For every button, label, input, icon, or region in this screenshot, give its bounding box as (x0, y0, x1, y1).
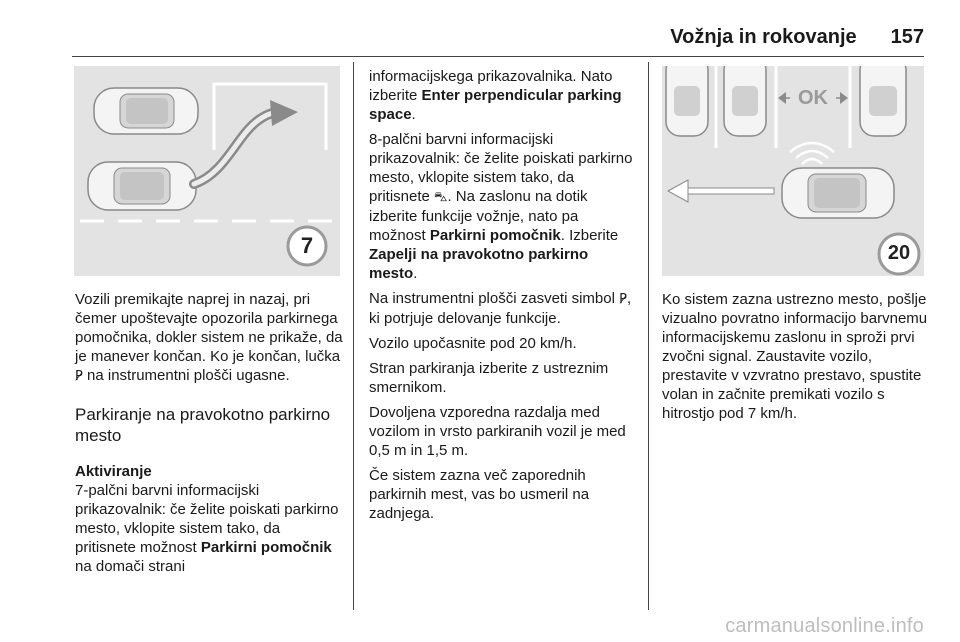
col2-paragraph-1: informacijskega prikazovalnika. Nato izberite Enter perpendicular parking space. (369, 68, 622, 123)
section-title: Vožnja in rokovanje (670, 26, 857, 48)
figure-7-illustration (74, 66, 340, 276)
column-1 (75, 290, 343, 582)
col2-paragraph-6: Dovoljena vzporedna razdalja med vozilom in vrsto parkiranih vozil je med 0,5 m in 1,5 m. (369, 404, 626, 459)
figure-20-banner: OK (798, 87, 828, 109)
parking-assist-icon: P̷ (619, 292, 627, 307)
col1-paragraph-2: 7-palčni barvni informacijski prikazovalnik: če želite poiskati parkirno mesto, vklopite sistem tako, da pritisnete možnost Parkirni pomočnik na domači strani (75, 482, 339, 575)
section-heading: Parkiranje na pravokotno parkirno mesto (75, 405, 331, 445)
col2-paragraph-5: Stran parkiranja izberite z ustreznim smernikom. (369, 360, 609, 396)
column-divider-2 (648, 62, 649, 610)
header-divider (72, 56, 924, 57)
col2-paragraph-2: 8-palčni barvni informacijski prikazovalnik: če želite poiskati parkirno mesto, vklopite sistem tako, da pritisnete ⛍. Na zaslonu na dotik izberite funkcije vožnje, nato pa možnost Parkirni pomočnik. Izberite Zapelji na pravokotno parkirno mesto. (369, 131, 633, 282)
figure-7-number: 7 (300, 233, 314, 258)
column-3 (662, 290, 928, 429)
col3-paragraph-1: Ko sistem zazna ustrezno mesto, pošlje vizualno povratno informacijo barvnemu informacijskemu zaslonu in sproži prvi zvočni signal. Zaustavite vozilo, prestavite v vzvratno prestavo, spustite volan in začnite premikati vozilo s hitrostjo pod 7 km/h. (662, 291, 928, 422)
column-divider-1 (353, 62, 354, 610)
figure-20-number: 20 (887, 242, 911, 264)
watermark: carmanualsonline.info (725, 615, 924, 637)
car-icon: ⛍ (434, 190, 448, 205)
col2-paragraph-4: Vozilo upočasnite pod 20 km/h. (369, 335, 577, 352)
parking-assist-icon: P̷ (75, 369, 83, 384)
figure-20-illustration (662, 66, 924, 276)
page-number: 157 (890, 26, 924, 48)
col2-paragraph-3: Na instrumentni plošči zasveti simbol P̷, ki potrjuje delovanje funkcije. (369, 290, 632, 327)
col1-paragraph-1: Vozili premikajte naprej in nazaj, pri čemer upoštevajte opozorila parkirnega pomočnika, dokler sistem ne prikaže, da je manever končan. Ko je končan, lučka P̷ na instrumentni plošči ugasne. (75, 291, 343, 384)
subsection-heading: Aktiviranje (75, 463, 152, 480)
col2-paragraph-7: Če sistem zazna več zaporednih parkirnih mest, vas bo usmeril na zadnjega. (369, 467, 590, 522)
column-2 (369, 67, 635, 529)
page-header (670, 26, 924, 49)
